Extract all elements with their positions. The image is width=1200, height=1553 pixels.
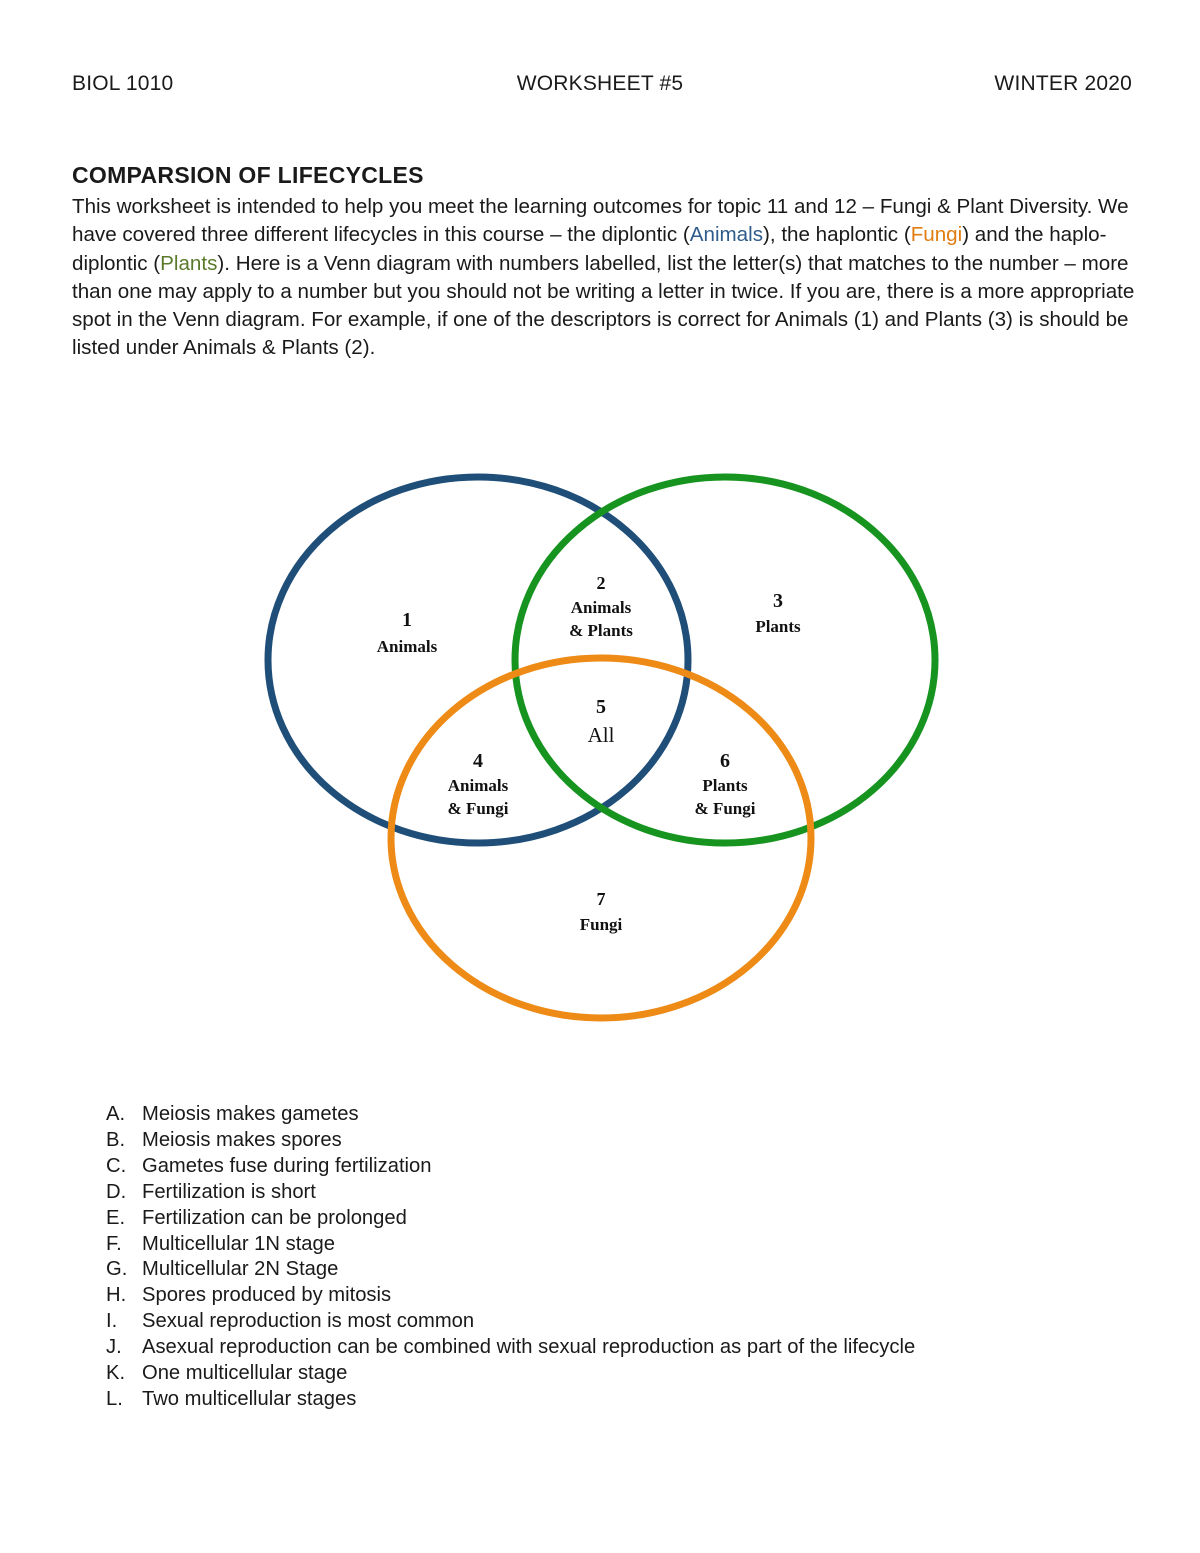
descriptor-letter: K. (106, 1362, 126, 1385)
descriptor-letter: G. (106, 1258, 128, 1281)
region-2-label-line1: Animals (570, 598, 632, 617)
descriptor-letter: H. (106, 1284, 127, 1307)
descriptor-text: Spores produced by mitosis (142, 1284, 392, 1307)
descriptor-letter: F. (106, 1232, 122, 1255)
descriptor-text: Sexual reproduction is most common (142, 1310, 475, 1333)
descriptor-letter: C. (106, 1154, 127, 1177)
descriptor-letter: L. (106, 1387, 123, 1410)
descriptor-item (72, 1283, 915, 1309)
region-4-number: 4 (473, 750, 483, 772)
region-4-label-line1: Animals (447, 776, 509, 795)
intro-text-3: ) and the haplo-diplontic ( (72, 223, 1107, 275)
region-4-label-line2: & Fungi (447, 799, 509, 818)
descriptor-letter: J. (106, 1336, 122, 1359)
descriptor-item (72, 1154, 915, 1180)
region-2-label-line2: & Plants (569, 621, 633, 640)
descriptor-text: Fertilization can be prolonged (142, 1206, 407, 1229)
descriptor-item (72, 1257, 915, 1283)
region-3-number: 3 (773, 590, 783, 612)
descriptor-text: One multicellular stage (142, 1362, 348, 1385)
intro-text-2: ), the haplontic ( (763, 223, 911, 247)
course-code: BIOL 1010 (72, 72, 174, 95)
region-5-label: All (587, 723, 615, 747)
intro-animals-term: Animals (689, 223, 764, 247)
region-1-number: 1 (402, 609, 412, 631)
region-1-label: Animals (376, 637, 438, 656)
descriptor-letter: I. (106, 1310, 118, 1333)
descriptor-item (72, 1309, 915, 1335)
intro-text-4: ). Here is a Venn diagram with numbers labelled, list the letter(s) that matches to the number – more than one may apply to a number but you should not be writing a letter in twice. If you are, there is a more appropriate spot in the Venn diagram. For example, if one of the descriptors is correct for Animals (1) and Plants (3) is should be listed under Animals & Plants (2). (72, 251, 1135, 360)
descriptor-item (72, 1361, 915, 1387)
descriptor-text: Gametes fuse during fertilization (142, 1154, 432, 1177)
descriptor-text: Meiosis makes gametes (142, 1103, 359, 1125)
region-7-number: 7 (596, 889, 606, 909)
descriptor-text: Multicellular 1N stage (142, 1232, 335, 1255)
descriptor-text: Asexual reproduction can be combined with sexual reproduction as part of the lifecycle (142, 1336, 916, 1359)
descriptor-letter: B. (106, 1128, 126, 1151)
region-6-label-line1: Plants (702, 776, 748, 795)
descriptor-letter: D. (106, 1180, 127, 1203)
region-5-number: 5 (596, 696, 606, 718)
descriptor-item (72, 1387, 915, 1413)
descriptor-item (72, 1180, 915, 1206)
descriptor-letter: E. (106, 1206, 126, 1229)
descriptor-text: Multicellular 2N Stage (142, 1258, 339, 1281)
term: WINTER 2020 (994, 72, 1132, 95)
intro-text-1: This worksheet is intended to help you meet the learning outcomes for topic 11 and 12 – Fungi & Plant Diversity. We have covered three different lifecycles in this course – the diplontic ( (72, 195, 1129, 247)
region-6-number: 6 (720, 750, 730, 772)
page-title: COMPARSION OF LIFECYCLES (72, 162, 424, 188)
descriptor-letter: A. (106, 1103, 126, 1125)
descriptor-item (72, 1232, 915, 1258)
descriptor-list (72, 1102, 915, 1413)
descriptor-item (72, 1335, 915, 1361)
intro-fungi-term: Fungi (910, 223, 963, 247)
descriptor-item (72, 1206, 915, 1232)
worksheet-number: WORKSHEET #5 (516, 72, 684, 95)
descriptor-text: Two multicellular stages (142, 1387, 357, 1410)
intro-plants-term: Plants (160, 251, 218, 275)
region-6-label-line2: & Fungi (694, 799, 756, 818)
region-3-label: Plants (755, 617, 801, 636)
region-2-number: 2 (596, 573, 606, 593)
region-7-label: Fungi (579, 915, 623, 934)
descriptor-text: Meiosis makes spores (142, 1128, 342, 1151)
descriptor-item (72, 1128, 915, 1154)
descriptor-text: Fertilization is short (142, 1180, 316, 1203)
descriptor-item (72, 1102, 915, 1128)
